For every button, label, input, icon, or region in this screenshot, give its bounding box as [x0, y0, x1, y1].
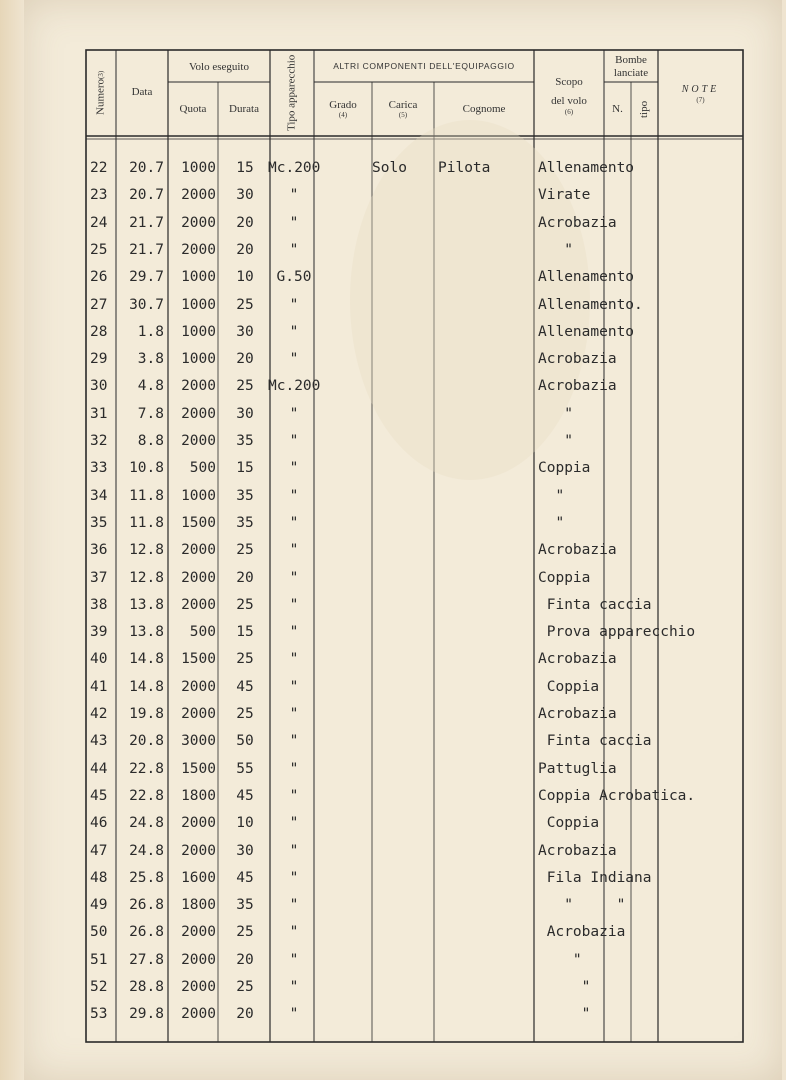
row-tipo-apparecchio: Mc.200 [268, 378, 321, 395]
header-carica [372, 84, 434, 134]
row-number: 36 [90, 542, 108, 559]
row-tipo-apparecchio: " [289, 1006, 299, 1023]
row-number: 35 [90, 514, 108, 531]
row-quota: 1600 [181, 869, 216, 886]
row-number: 53 [90, 1006, 108, 1023]
row-bombe-n: " [616, 897, 626, 914]
row-number: 43 [90, 733, 108, 750]
row-date: 29.7 [129, 269, 164, 286]
row-scopo: Coppia [538, 569, 591, 586]
row-scopo: " [538, 951, 582, 968]
row-scopo: Coppia Acrobatica. [538, 787, 696, 804]
row-quota: 3000 [181, 733, 216, 750]
header-tipo-apparecchio: Tipo apparecchio [285, 54, 298, 132]
row-durata: 25 [236, 706, 254, 722]
row-number: 51 [90, 951, 108, 968]
scopo-label: Scopo [555, 76, 583, 89]
table-row [0, 866, 786, 893]
row-scopo: Acrobazia [538, 706, 617, 722]
row-quota: 2000 [181, 815, 216, 832]
row-scopo: Coppia [538, 815, 600, 832]
row-date: 13.8 [129, 596, 164, 613]
row-tipo-apparecchio: " [289, 187, 299, 204]
row-quota: 2000 [181, 214, 216, 231]
row-durata: 35 [236, 433, 254, 449]
header-bombe-tipo: tipo [638, 100, 651, 118]
row-tipo-apparecchio: " [289, 433, 299, 449]
table-row [0, 320, 786, 347]
row-date: 24.8 [129, 842, 164, 859]
row-durata: 45 [236, 869, 254, 886]
del-volo-label: del volo [551, 94, 587, 107]
row-date: 29.8 [129, 1006, 164, 1023]
row-scopo: Virate [538, 187, 591, 204]
table-row [0, 347, 786, 374]
row-tipo-apparecchio: " [289, 296, 299, 313]
table-row [0, 647, 786, 674]
row-date: 20.7 [129, 187, 164, 204]
grado-ref: (4) [338, 111, 348, 120]
row-tipo-apparecchio: " [289, 351, 299, 368]
row-quota: 1800 [181, 787, 216, 804]
row-number: 25 [90, 241, 108, 258]
row-number: 45 [90, 787, 108, 804]
row-tipo-apparecchio: " [289, 760, 299, 777]
row-durata: 25 [236, 651, 254, 668]
row-scopo: " [538, 487, 565, 504]
row-tipo-apparecchio: " [289, 596, 299, 613]
row-number: 38 [90, 596, 108, 613]
row-quota: 2000 [181, 979, 216, 995]
row-quota: 1000 [181, 487, 216, 504]
row-number: 52 [90, 979, 108, 995]
row-quota: 1800 [181, 897, 216, 914]
row-date: 21.7 [129, 214, 164, 231]
header-data: Data [131, 85, 153, 98]
table-row [0, 702, 786, 729]
table-row [0, 156, 786, 183]
row-scopo: " [538, 1006, 591, 1023]
row-quota: 1000 [181, 269, 216, 286]
table-row [0, 429, 786, 456]
row-tipo-apparecchio: " [289, 951, 299, 968]
row-date: 12.8 [129, 542, 164, 559]
row-durata: 25 [236, 378, 254, 395]
row-date: 26.8 [129, 924, 164, 941]
row-carica: Solo [372, 160, 407, 176]
row-scopo: Allenamento [538, 323, 635, 340]
header-durata: Durata [229, 102, 259, 115]
row-tipo-apparecchio: " [289, 460, 299, 477]
table-row [0, 948, 786, 975]
row-date: 11.8 [129, 487, 164, 504]
row-tipo-apparecchio: " [289, 487, 299, 504]
row-date: 25.8 [129, 869, 164, 886]
row-number: 27 [90, 296, 108, 313]
carica-ref: (5) [398, 111, 408, 120]
row-tipo-apparecchio: " [289, 241, 299, 258]
row-scopo: Coppia [538, 678, 600, 695]
row-scopo: Acrobazia [538, 351, 617, 368]
row-date: 22.8 [129, 760, 164, 777]
row-quota: 1500 [181, 651, 216, 668]
row-durata: 10 [236, 269, 254, 286]
row-scopo: Prova apparecchio [538, 624, 696, 641]
row-tipo-apparecchio: " [289, 651, 299, 668]
row-durata: 35 [236, 514, 254, 531]
row-date: 14.8 [129, 651, 164, 668]
table-row [0, 1002, 786, 1029]
row-scopo: Acrobazia [538, 842, 617, 859]
row-number: 26 [90, 269, 108, 286]
row-date: 20.8 [129, 733, 164, 750]
header-bombe-n: N. [612, 102, 623, 115]
header-scopo [534, 58, 604, 134]
row-scopo: Acrobazia [538, 542, 617, 559]
row-durata: 55 [236, 760, 254, 777]
row-date: 14.8 [129, 678, 164, 695]
row-scopo: " [538, 405, 573, 422]
row-tipo-apparecchio: " [289, 787, 299, 804]
row-scopo: Acrobazia [538, 651, 617, 668]
row-quota: 2000 [181, 842, 216, 859]
row-durata: 45 [236, 787, 254, 804]
table-row [0, 293, 786, 320]
row-date: 4.8 [137, 378, 164, 395]
row-quota: 2000 [181, 924, 216, 941]
row-number: 28 [90, 323, 108, 340]
row-date: 19.8 [129, 706, 164, 722]
row-quota: 2000 [181, 405, 216, 422]
row-durata: 20 [236, 951, 254, 968]
row-durata: 15 [236, 160, 254, 176]
row-scopo: Allenamento. [538, 296, 643, 313]
header-bombe [604, 52, 658, 82]
row-scopo: " [538, 514, 565, 531]
row-date: 3.8 [137, 351, 164, 368]
row-number: 49 [90, 897, 108, 914]
row-date: 24.8 [129, 815, 164, 832]
row-durata: 25 [236, 296, 254, 313]
row-scopo: Finta caccia [538, 733, 652, 750]
row-quota: 2000 [181, 433, 216, 449]
row-tipo-apparecchio: " [289, 405, 299, 422]
numero-ref: (3) [96, 70, 105, 80]
row-number: 32 [90, 433, 108, 449]
row-quota: 1500 [181, 514, 216, 531]
carica-label: Carica [388, 98, 418, 111]
row-date: 7.8 [137, 405, 164, 422]
row-quota: 500 [189, 624, 216, 641]
row-date: 21.7 [129, 241, 164, 258]
row-durata: 20 [236, 569, 254, 586]
row-number: 39 [90, 624, 108, 641]
row-durata: 15 [236, 460, 254, 477]
row-quota: 2000 [181, 1006, 216, 1023]
row-durata: 20 [236, 241, 254, 258]
row-number: 37 [90, 569, 108, 586]
row-scopo: Finta caccia [538, 596, 652, 613]
row-date: 22.8 [129, 787, 164, 804]
table-row [0, 784, 786, 811]
row-date: 20.7 [129, 160, 164, 176]
note-label: NOTE [681, 84, 720, 96]
row-durata: 30 [236, 842, 254, 859]
row-durata: 25 [236, 596, 254, 613]
bombe-label: Bombe [615, 54, 647, 67]
row-durata: 20 [236, 1006, 254, 1023]
row-durata: 45 [236, 678, 254, 695]
row-scopo: Acrobazia [538, 924, 626, 941]
row-number: 30 [90, 378, 108, 395]
row-durata: 30 [236, 187, 254, 204]
lanciate-label: lanciate [613, 67, 649, 79]
row-quota: 500 [189, 460, 216, 477]
row-tipo-apparecchio: " [289, 214, 299, 231]
row-number: 23 [90, 187, 108, 204]
table-row [0, 893, 786, 920]
row-quota: 2000 [181, 241, 216, 258]
row-scopo: Acrobazia [538, 214, 617, 231]
row-number: 22 [90, 160, 108, 176]
row-date: 26.8 [129, 897, 164, 914]
row-date: 27.8 [129, 951, 164, 968]
row-durata: 30 [236, 405, 254, 422]
row-number: 33 [90, 460, 108, 477]
row-number: 29 [90, 351, 108, 368]
row-tipo-apparecchio: " [289, 514, 299, 531]
row-number: 31 [90, 405, 108, 422]
row-scopo: " [538, 433, 573, 449]
table-row [0, 675, 786, 702]
table-row [0, 729, 786, 756]
table-row [0, 593, 786, 620]
header-note [658, 74, 743, 114]
row-quota: 2000 [181, 951, 216, 968]
row-number: 46 [90, 815, 108, 832]
row-scopo: Coppia [538, 460, 591, 477]
row-number: 34 [90, 487, 108, 504]
table-row [0, 183, 786, 210]
table-row [0, 811, 786, 838]
row-tipo-apparecchio: Mc.200 [268, 160, 321, 176]
row-quota: 2000 [181, 678, 216, 695]
row-scopo: Fila Indiana [538, 869, 652, 886]
row-scopo: " [538, 897, 573, 914]
table-row [0, 511, 786, 538]
row-durata: 35 [236, 487, 254, 504]
row-quota: 1000 [181, 351, 216, 368]
table-row [0, 975, 786, 1002]
row-number: 50 [90, 924, 108, 941]
row-quota: 1000 [181, 323, 216, 340]
row-durata: 50 [236, 733, 254, 750]
row-tipo-apparecchio: " [289, 897, 299, 914]
row-durata: 30 [236, 323, 254, 340]
scopo-ref: (6) [564, 107, 574, 116]
row-durata: 20 [236, 351, 254, 368]
row-quota: 2000 [181, 706, 216, 722]
header-numero [88, 52, 114, 134]
row-tipo-apparecchio: " [289, 542, 299, 559]
row-scopo: Acrobazia [538, 378, 617, 395]
row-quota: 1000 [181, 296, 216, 313]
row-durata: 15 [236, 624, 254, 641]
row-quota: 1000 [181, 160, 216, 176]
header-quota: Quota [179, 102, 207, 115]
row-tipo-apparecchio: " [289, 323, 299, 340]
table-row [0, 538, 786, 565]
row-durata: 20 [236, 214, 254, 231]
grado-label: Grado [329, 98, 357, 111]
row-tipo-apparecchio: " [289, 815, 299, 832]
row-durata: 35 [236, 897, 254, 914]
row-quota: 1500 [181, 760, 216, 777]
table-row [0, 484, 786, 511]
row-tipo-apparecchio: " [289, 569, 299, 586]
note-ref: (7) [696, 95, 705, 104]
header-altri-componenti: ALTRI COMPONENTI DELL'EQUIPAGGIO [333, 61, 515, 72]
row-tipo-apparecchio: " [289, 733, 299, 750]
table-row [0, 374, 786, 401]
row-cognome: Pilota [438, 160, 491, 176]
row-tipo-apparecchio: " [289, 924, 299, 941]
row-date: 13.8 [129, 624, 164, 641]
row-durata: 25 [236, 979, 254, 995]
table-row [0, 566, 786, 593]
row-number: 47 [90, 842, 108, 859]
row-date: 28.8 [129, 979, 164, 995]
row-quota: 2000 [181, 569, 216, 586]
row-scopo: Allenamento [538, 269, 635, 286]
row-scopo: Allenamento [538, 160, 635, 176]
table-row [0, 211, 786, 238]
numero-label: Numero [94, 79, 107, 116]
table-row [0, 757, 786, 784]
row-tipo-apparecchio: " [289, 678, 299, 695]
table-row [0, 620, 786, 647]
row-durata: 25 [236, 542, 254, 559]
row-tipo-apparecchio: " [289, 869, 299, 886]
row-durata: 25 [236, 924, 254, 941]
row-date: 11.8 [129, 514, 164, 531]
row-number: 24 [90, 214, 108, 231]
header-cognome: Cognome [462, 102, 506, 115]
table-row [0, 920, 786, 947]
row-number: 42 [90, 706, 108, 722]
table-row [0, 265, 786, 292]
row-number: 48 [90, 869, 108, 886]
table-row [0, 402, 786, 429]
table-row [0, 839, 786, 866]
row-date: 1.8 [137, 323, 164, 340]
header-grado [314, 84, 372, 134]
row-tipo-apparecchio: " [289, 706, 299, 722]
row-tipo-apparecchio: G.50 [276, 269, 312, 286]
table-row [0, 456, 786, 483]
row-scopo: " [538, 979, 591, 995]
table-row [0, 238, 786, 265]
row-date: 10.8 [129, 460, 164, 477]
row-tipo-apparecchio: " [289, 842, 299, 859]
row-tipo-apparecchio: " [289, 624, 299, 641]
row-date: 12.8 [129, 569, 164, 586]
row-quota: 2000 [181, 596, 216, 613]
row-quota: 2000 [181, 378, 216, 395]
row-tipo-apparecchio: " [289, 979, 299, 995]
row-scopo: " [538, 241, 573, 258]
row-number: 44 [90, 760, 108, 777]
row-number: 40 [90, 651, 108, 668]
row-quota: 2000 [181, 187, 216, 204]
row-date: 30.7 [129, 296, 164, 313]
row-scopo: Pattuglia [538, 760, 617, 777]
row-date: 8.8 [137, 433, 164, 449]
row-number: 41 [90, 678, 108, 695]
row-durata: 10 [236, 815, 254, 832]
row-quota: 2000 [181, 542, 216, 559]
header-volo-eseguito: Volo eseguito [189, 60, 249, 73]
